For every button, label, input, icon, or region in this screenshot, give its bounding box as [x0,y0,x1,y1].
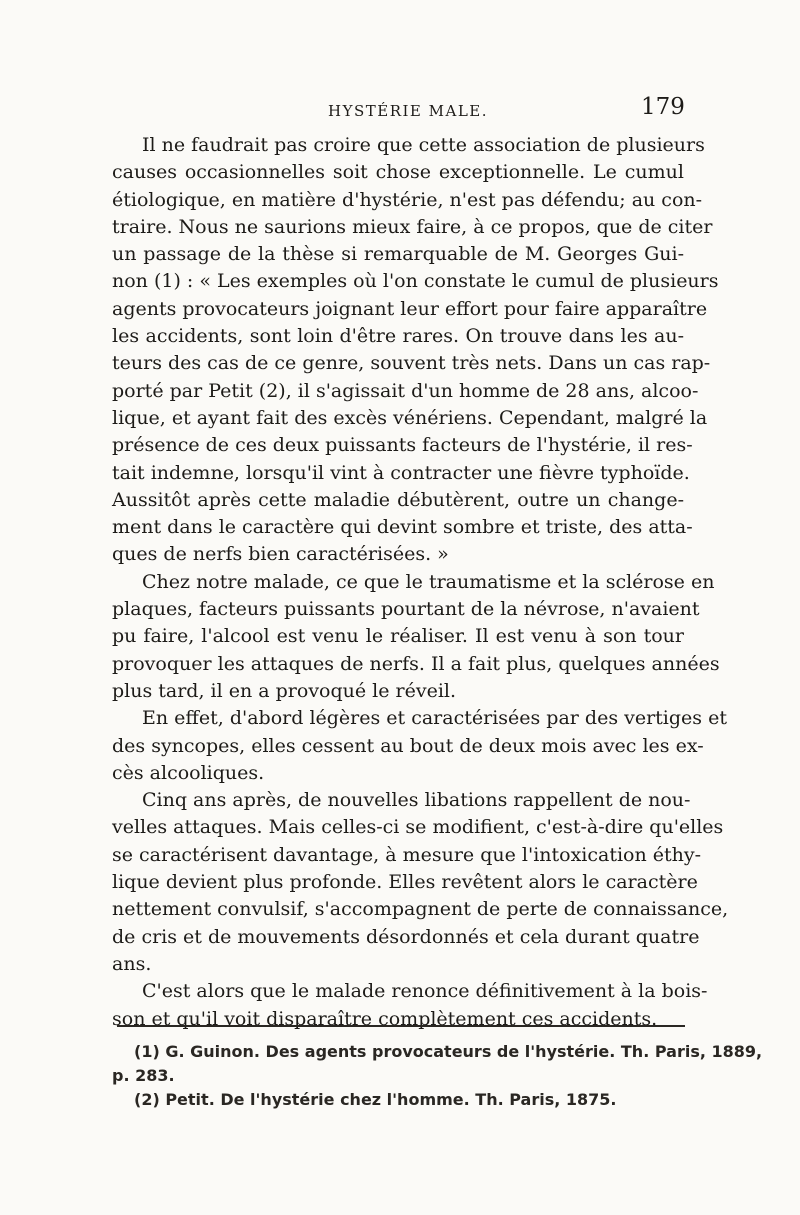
page-number: 179 [641,94,685,120]
running-title: HYSTÉRIE MALE. [328,102,489,120]
footnote-line: (2) Petit. De l'hystérie chez l'homme. Th. Paris, 1875. [134,1090,617,1109]
footnotes [112,1040,763,1112]
text-line: cès alcooliques. [112,761,265,784]
text-line: provoquer les attaques de nerfs. Il a fait plus, quelques années [112,652,720,675]
text-line: Il ne faudrait pas croire que cette association de plusieurs [142,134,705,156]
text-line: étiologique, en matière d'hystérie, n'est pas défendu; au con- [112,188,703,211]
text-line: de cris et de mouvements désordonnés et cela durant quatre [112,925,700,948]
text-line: lique, et ayant fait des excès vénériens. Cependant, malgré la [112,406,708,429]
text-line: son et qu'il voit disparaître complètement ces accidents. [112,1007,658,1030]
text-line: des syncopes, elles cessent au bout de deux mois avec les ex- [112,734,704,757]
body-text [112,132,729,1033]
text-line: lique devient plus profonde. Elles revêtent alors le caractère [112,871,698,894]
text-line: En effet, d'abord légères et caractérisées par des vertiges et [142,707,727,730]
text-line: les accidents, sont loin d'être rares. On trouve dans les au- [112,325,684,348]
text-line: C'est alors que le malade renonce définitivement à la bois- [142,980,708,1003]
footnote-rule [117,1025,685,1027]
text-line: non (1) : « Les exemples où l'on constate le cumul de plusieurs [112,270,719,293]
text-line: Cinq ans après, de nouvelles libations rappellent de nou- [142,789,691,812]
text-line: causes occasionnelles soit chose exceptionnelle. Le cumul [112,161,684,184]
text-line: plus tard, il en a provoqué le réveil. [112,679,457,702]
text-line: un passage de la thèse si remarquable de M. Georges Gui- [112,243,684,266]
text-line: tait indemne, lorsqu'il vint à contracter une fièvre typhoïde. [112,461,690,484]
running-head [0,92,800,132]
footnote-line: p. 283. [112,1066,175,1085]
text-line: traire. Nous ne saurions mieux faire, à ce propos, que de citer [112,215,713,238]
text-line: agents provocateurs joignant leur effort pour faire apparaître [112,297,708,320]
text-line: velles attaques. Mais celles-ci se modifient, c'est-à-dire qu'elles [112,816,724,839]
text-line: porté par Petit (2), il s'agissait d'un homme de 28 ans, alcoo- [112,379,699,402]
text-line: présence de ces deux puissants facteurs de l'hystérie, il res- [112,434,693,457]
footnote-line: (1) G. Guinon. Des agents provocateurs de l'hystérie. Th. Paris, 1889, [134,1042,763,1061]
text-line: plaques, facteurs puissants pourtant de la névrose, n'avaient [112,598,700,621]
text-line: teurs des cas de ce genre, souvent très nets. Dans un cas rap- [112,352,711,375]
text-line: se caractérisent davantage, à mesure que l'intoxication éthy- [112,843,702,866]
text-line: ques de nerfs bien caractérisées. » [112,543,449,566]
text-line: pu faire, l'alcool est venu le réaliser. Il est venu à son tour [112,625,684,648]
text-line: Aussitôt après cette maladie débutèrent, outre un change- [112,488,684,511]
text-line: Chez notre malade, ce que le traumatisme et la sclérose en [142,570,715,593]
text-line: nettement convulsif, s'accompagnent de perte de connaissance, [112,898,729,921]
text-line: ment dans le caractère qui devint sombre et triste, des atta- [112,516,693,539]
text-line: ans. [112,952,152,975]
